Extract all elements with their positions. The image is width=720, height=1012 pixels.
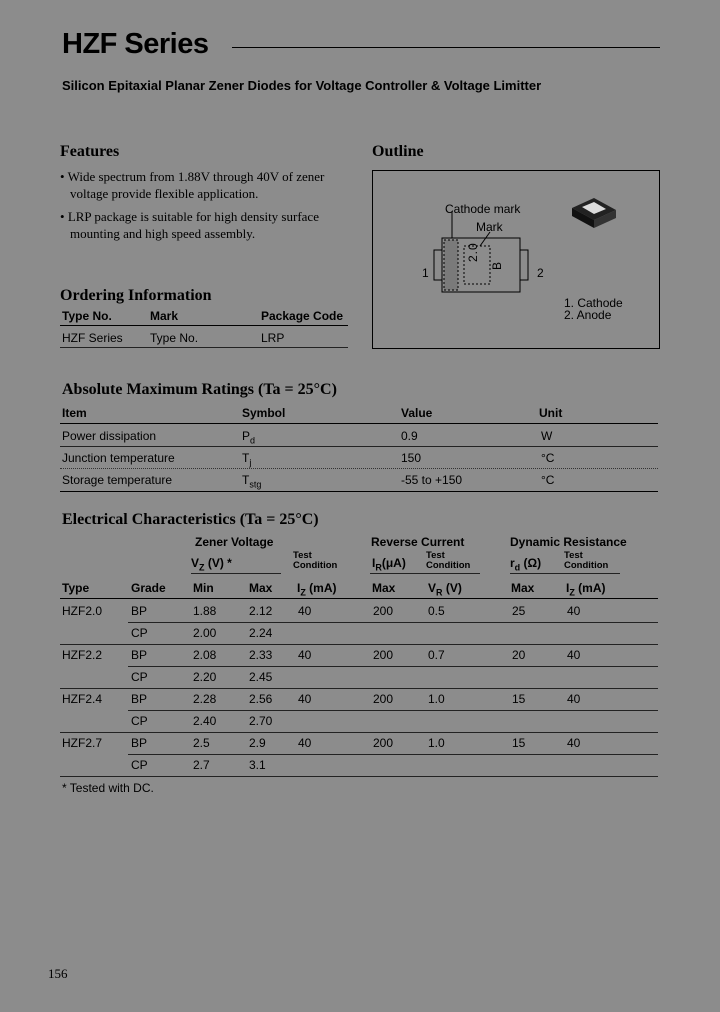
cell-max: 2.9 [249, 736, 266, 750]
cell-ir: 200 [373, 692, 394, 706]
cell-min: 1.88 [193, 604, 217, 618]
abs-max-heading: Absolute Maximum Ratings (Ta = 25°C) [62, 381, 337, 398]
cell-grade: CP [131, 670, 148, 684]
features-heading: Features [60, 143, 120, 160]
ir-underline [370, 573, 480, 574]
abs-row-rule [60, 446, 658, 447]
test-line2: Condition [293, 560, 338, 571]
pin2-label: 2 [537, 266, 544, 280]
cell-rd: 25 [512, 604, 526, 618]
vr-sub: R [436, 587, 443, 598]
feature-text: mounting and high speed assembly. [70, 226, 256, 241]
legend-anode: 2. Anode [564, 308, 612, 322]
abs-unit: °C [541, 473, 555, 487]
group-reverse: Reverse Current [371, 535, 465, 549]
chip-grade-marking: B [490, 261, 504, 270]
mark-label: Mark [476, 220, 503, 234]
symbol-main: T [242, 473, 250, 487]
cell-iz: 40 [298, 736, 312, 750]
cell-iz: 40 [298, 692, 312, 706]
symbol-sub: stg [249, 479, 262, 490]
rd-header [510, 556, 541, 572]
cell-grade: BP [131, 604, 148, 618]
ordering-package: LRP [261, 331, 285, 345]
col-max: Max [249, 581, 273, 595]
cell-min: 2.00 [193, 626, 217, 640]
iz-sub: Z [569, 587, 575, 598]
elec-heading: Electrical Characteristics (Ta = 25°C) [62, 511, 319, 528]
test-condition-label [426, 551, 470, 571]
grade-rule [128, 754, 658, 755]
cell-vr: 0.5 [428, 604, 445, 618]
abs-symbol [242, 473, 261, 489]
cell-grade: CP [131, 758, 148, 772]
grade-rule [128, 622, 658, 623]
rd-underline [510, 573, 620, 574]
vr-sym: V [428, 581, 437, 595]
cell-min: 2.5 [193, 736, 210, 750]
cell-min: 2.40 [193, 714, 217, 728]
footnote: * Tested with DC. [62, 781, 154, 795]
col-symbol: Symbol [242, 406, 286, 420]
vz-header [191, 556, 232, 572]
symbol-sub: d [250, 435, 256, 446]
page-title: HZF Series [62, 28, 209, 60]
abs-max-header-rule [60, 423, 658, 424]
outline-heading: Outline [372, 143, 424, 160]
cell-max: 2.45 [249, 670, 273, 684]
cell-max: 2.70 [249, 714, 273, 728]
cell-iz: 40 [298, 648, 312, 662]
vz-sym: V [191, 556, 200, 570]
cell-max: 2.24 [249, 626, 273, 640]
vz-unit: (V) * [204, 556, 232, 570]
chip-marking: 2.0 [466, 242, 480, 262]
cell-min: 2.28 [193, 692, 217, 706]
abs-item: Power dissipation [62, 429, 157, 443]
iz-sym: I [297, 581, 301, 595]
test-line2: Condition [426, 560, 471, 571]
cell-iz2: 40 [567, 692, 581, 706]
symbol-sub: j [249, 457, 252, 468]
cell-max: 2.56 [249, 692, 273, 706]
cell-min: 2.7 [193, 758, 210, 772]
abs-row-rule [60, 468, 658, 469]
cell-type: HZF2.0 [62, 604, 103, 618]
cell-max: 2.33 [249, 648, 273, 662]
rd-sub: d [514, 562, 521, 573]
elec-header-rule [60, 598, 658, 599]
cell-type: HZF2.7 [62, 736, 103, 750]
feature-item [60, 168, 350, 202]
iz-sym: I [566, 581, 570, 595]
group-rule [60, 732, 658, 733]
cell-ir: 200 [373, 604, 394, 618]
abs-value: -55 to +150 [401, 473, 463, 487]
cell-ir: 200 [373, 648, 394, 662]
abs-bottom-rule [60, 491, 658, 492]
group-rule [60, 688, 658, 689]
cell-iz2: 40 [567, 736, 581, 750]
symbol-main: P [242, 429, 251, 443]
abs-item: Storage temperature [62, 473, 173, 487]
title-rule [232, 47, 660, 48]
abs-value: 0.9 [401, 429, 418, 443]
ordering-heading: Ordering Information [60, 287, 212, 304]
ordering-bottom-rule [60, 347, 348, 348]
group-zener: Zener Voltage [195, 535, 274, 549]
test-condition-label [564, 551, 608, 571]
cathode-mark-label: Cathode mark [445, 202, 521, 216]
abs-symbol [242, 429, 255, 445]
vz-underline [191, 573, 281, 574]
package-drawing [372, 170, 658, 347]
cell-type: HZF2.2 [62, 648, 103, 662]
cell-iz2: 40 [567, 604, 581, 618]
col-value: Value [401, 406, 433, 420]
ordering-rule [60, 325, 348, 326]
cell-iz2: 40 [567, 648, 581, 662]
col-type: Type [62, 581, 90, 595]
cell-grade: CP [131, 714, 148, 728]
cell-max: 2.12 [249, 604, 273, 618]
rd-unit: (Ω) [520, 556, 542, 570]
ordering-type: HZF Series [62, 331, 123, 345]
ir-unit: (μA) [381, 556, 406, 570]
feature-text: voltage provide flexible application. [70, 186, 259, 201]
col-unit: Unit [539, 406, 563, 420]
cell-grade: CP [131, 626, 148, 640]
cell-vr: 0.7 [428, 648, 445, 662]
col-mark: Mark [150, 309, 179, 323]
test-line1: Test [293, 550, 312, 561]
feature-text: Wide spectrum from 1.88V through 40V of zener [67, 169, 325, 184]
col-min: Min [193, 581, 214, 595]
vz-sub: Z [199, 562, 205, 573]
cell-rd: 15 [512, 736, 526, 750]
test-line1: Test [426, 550, 445, 561]
cell-grade: BP [131, 736, 148, 750]
ir-header [372, 556, 406, 572]
ir-sub: R [375, 562, 382, 573]
feature-item [60, 208, 350, 242]
test-condition-label [293, 551, 337, 571]
col-package-code: Package Code [261, 309, 344, 323]
grade-rule [128, 666, 658, 667]
cell-type: HZF2.4 [62, 692, 103, 706]
cell-iz: 40 [298, 604, 312, 618]
cell-rd: 15 [512, 692, 526, 706]
col-iz2 [566, 581, 606, 597]
bullet: • [60, 209, 65, 224]
symbol-main: T [242, 451, 250, 465]
subtitle: Silicon Epitaxial Planar Zener Diodes for Voltage Controller & Voltage Limitter [62, 78, 542, 93]
ordering-mark: Type No. [150, 331, 199, 345]
legend-cathode: 1. Cathode [564, 296, 623, 310]
grade-rule [128, 710, 658, 711]
bullet: • [60, 169, 65, 184]
cell-vr: 1.0 [428, 692, 445, 706]
cell-ir: 200 [373, 736, 394, 750]
iz-unit: (mA) [305, 581, 337, 595]
group-dynamic: Dynamic Resistance [510, 535, 627, 549]
col-iz [297, 581, 337, 597]
col-item: Item [62, 406, 87, 420]
abs-item: Junction temperature [62, 451, 175, 465]
col-type-no: Type No. [62, 309, 112, 323]
ir-sym: I [372, 556, 376, 570]
col-ir-max: Max [372, 581, 396, 595]
cell-grade: BP [131, 692, 148, 706]
page-number: 156 [48, 966, 68, 981]
col-vr [428, 581, 462, 597]
cell-max: 3.1 [249, 758, 266, 772]
col-rd-max: Max [511, 581, 535, 595]
iz-unit: (mA) [574, 581, 606, 595]
abs-symbol [242, 451, 251, 467]
vr-unit: (V) [442, 581, 462, 595]
cell-rd: 20 [512, 648, 526, 662]
cell-grade: BP [131, 648, 148, 662]
pin1-label: 1 [422, 266, 429, 280]
test-line2: Condition [564, 560, 609, 571]
cell-min: 2.20 [193, 670, 217, 684]
abs-unit: W [541, 429, 553, 443]
cell-vr: 1.0 [428, 736, 445, 750]
col-grade: Grade [131, 581, 166, 595]
cell-min: 2.08 [193, 648, 217, 662]
rd-sym: r [510, 556, 515, 570]
iz-sub: Z [300, 587, 306, 598]
group-rule [60, 776, 658, 777]
feature-text: LRP package is suitable for high density surface [67, 209, 319, 224]
test-line1: Test [564, 550, 583, 561]
abs-unit: °C [541, 451, 555, 465]
abs-value: 150 [401, 451, 422, 465]
group-rule [60, 644, 658, 645]
